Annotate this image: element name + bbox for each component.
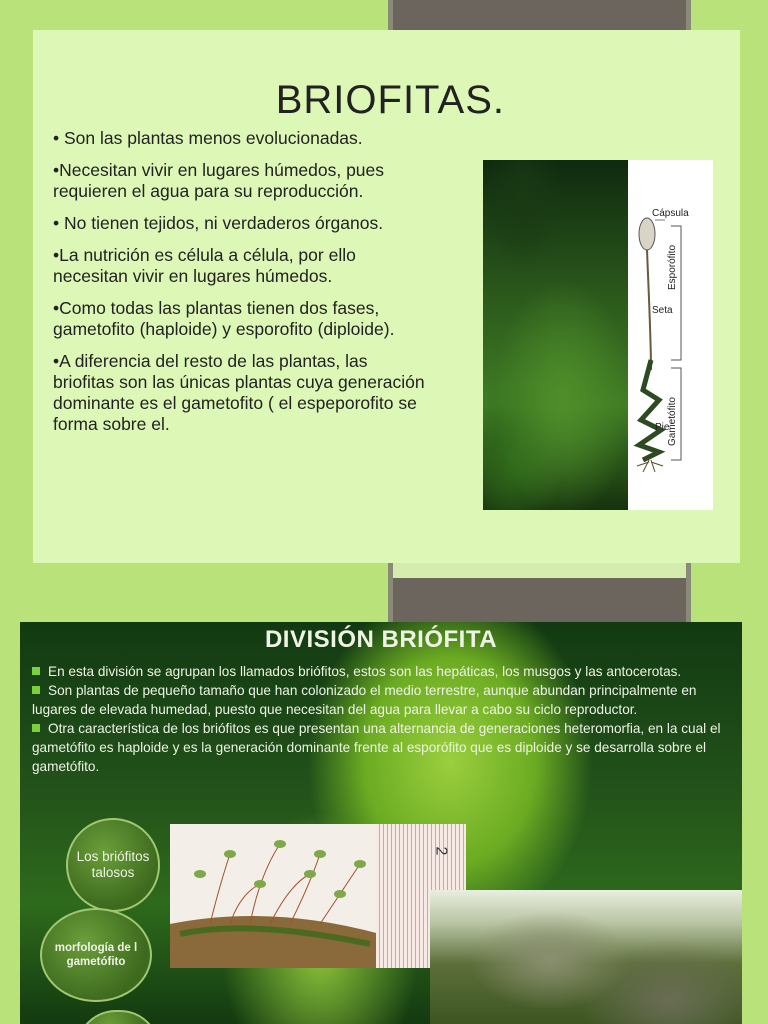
bullet-item: • No tienen tejidos, ni verdaderos órganos.	[53, 213, 384, 233]
bullet-item: • Son las plantas menos evolucionadas.	[53, 128, 363, 148]
circle-morfologia-gametofito: morfología de l gametófito	[40, 908, 152, 1002]
gray-band-top	[393, 0, 686, 30]
slide-title: DIVISIÓN BRIÓFITA	[264, 626, 498, 653]
hepatica-specimen-photo	[170, 824, 466, 968]
moss-rocks-photo	[430, 890, 742, 1024]
circle-briofitos-talosos: Los briófitos talosos	[66, 818, 160, 912]
bullet-item: •La nutrición es célula a célula, por ello necesitan vivir en lugares húmedos.	[53, 245, 356, 286]
bullet-item: •A diferencia del resto de las plantas, las briofitas son las únicas plantas cuya generación dominante es el gametofito ( el espeporofito se forma sobre el.	[53, 351, 425, 434]
moss-diagram-image	[483, 160, 713, 510]
paragraph-item: Otra característica de los briófitos es que presentan una alternancia de generaciones heteromorfia, en la cual el gametófito es haploide y es la generación dominante frente al esporófito que es diploide y se desarrolla sobre el gametófito.	[32, 721, 721, 774]
slide-division-briofita	[20, 622, 742, 1024]
paragraph-item: Son plantas de pequeño tamaño que han colonizado el medio terrestre, aunque abundan principalmente en lugares de elevada humedad, puesto que necesitan del agua para llevar a cabo su ciclo reproductor.	[32, 683, 697, 717]
label-pie: Pie	[655, 422, 670, 433]
gray-band-middle	[393, 578, 686, 622]
slide-title: BRIOFITAS.	[275, 78, 505, 122]
label-gametofito: Gametófito	[667, 397, 678, 446]
bullet-item: •Como todas las plantas tienen dos fases, gametofito (haploide) y esporofito (diploide).	[53, 298, 395, 339]
paragraph-list	[32, 662, 732, 776]
paragraph-item: En esta división se agrupan los llamados briófitos, estos son las hepáticas, los musgos y las antocerotas.	[32, 662, 732, 681]
square-bullet-icon	[32, 724, 40, 732]
circle-partial	[76, 1010, 160, 1024]
square-bullet-icon	[32, 686, 40, 694]
bullet-item: •Necesitan vivir en lugares húmedos, pues requieren el agua para su reproducción.	[53, 160, 385, 201]
ruler-label: 2	[432, 846, 450, 856]
label-seta: Seta	[652, 305, 673, 316]
label-capsula: Cápsula	[652, 208, 689, 219]
square-bullet-icon	[32, 667, 40, 675]
bullet-list	[53, 128, 433, 446]
label-esporofito: Esporófito	[667, 244, 678, 290]
